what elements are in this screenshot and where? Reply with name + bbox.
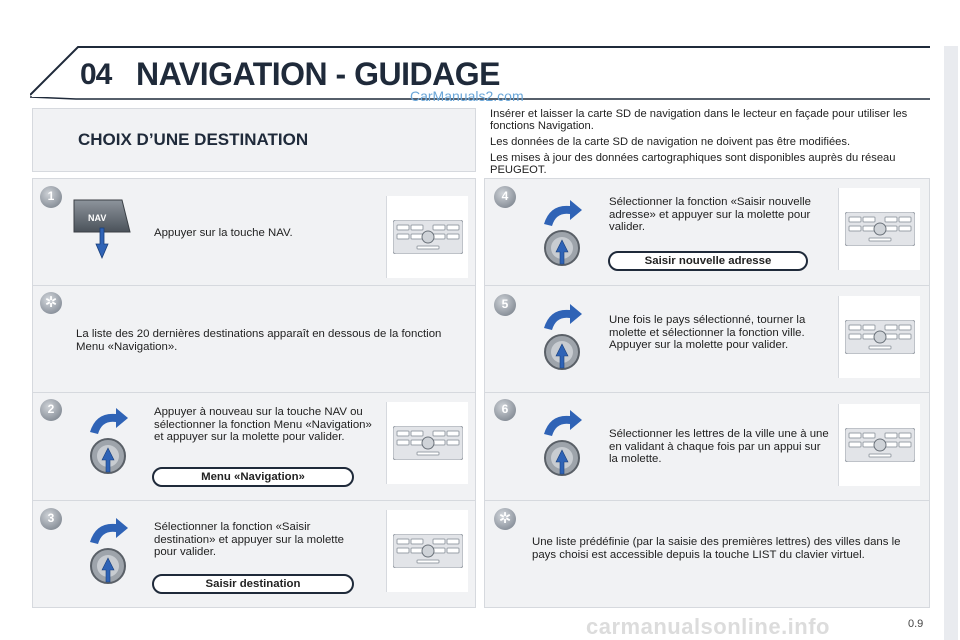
info-tip-icon: ✲ [40,292,62,314]
saisir-nouvelle-adresse-label: Saisir nouvelle adresse [608,251,808,271]
tip-1-text: La liste des 20 dernières destinations apparaît en dessous de la fonction Menu «Navigation». [76,328,442,353]
turn-arrow-icon [534,196,590,266]
info-tip-icon: ✲ [494,508,516,530]
saisir-destination-label: Saisir destination [152,574,354,594]
step-4-badge: 4 [494,186,516,208]
svg-text:NAV: NAV [88,213,107,223]
step-6-badge: 6 [494,399,516,421]
chapter-title: NAVIGATION - GUIDAGE [136,56,500,92]
step-3-badge: 3 [40,508,62,530]
turn-arrow-icon [80,404,136,474]
step-2-badge: 2 [40,399,62,421]
step-5-text: Une fois le pays sélectionné, tourner la molette et sélectionner la fonction ville. Appuyer sur la molette pour valider. [609,314,806,351]
divider [485,500,929,501]
step-3-thumbnail [386,510,468,592]
step-4-thumbnail [838,188,920,270]
intro-line: Les mises à jour des données cartographiques sont disponibles auprès du réseau PEUGEOT. [490,152,896,176]
step-6-text: Sélectionner les lettres de la ville une à une en validant à chaque fois par un appui sur la molette. [609,428,829,465]
turn-arrow-icon [534,300,590,370]
watermark-bottom: carmanualsonline.info [586,614,830,639]
intro-line: Les données de la carte SD de navigation ne doivent pas être modifiées. [490,136,851,148]
step-2-text: Appuyer à nouveau sur la touche NAV ou sélectionner la fonction Menu «Navigation» et appuyer sur la molette pour valider. [154,406,372,443]
page-number: 0.9 [908,618,924,630]
turn-arrow-icon [80,514,136,584]
divider [485,392,929,393]
divider [33,500,475,501]
section-title: CHOIX D’UNE DESTINATION [78,130,309,149]
intro-text [490,108,930,180]
divider [485,285,929,286]
step-1-thumbnail [386,196,468,278]
step-4-text: Sélectionner la fonction «Saisir nouvelle adresse» et appuyer sur la molette pour valider. [609,196,811,233]
step-3-text: Sélectionner la fonction «Saisir destination» et appuyer sur la molette pour valider. [154,521,344,558]
step-5-thumbnail [838,296,920,378]
turn-arrow-icon [534,406,590,476]
step-5-badge: 5 [494,294,516,316]
step-6-thumbnail [838,404,920,486]
tip-2-text: Une liste prédéfinie (par la saisie des premières lettres) des villes dans le pays choisi est accessible depuis la touche LIST du clavier virtuel. [532,536,901,561]
divider [33,392,475,393]
chapter-number: 04 [80,58,112,91]
nav-key-icon [70,198,134,260]
step-1-badge: 1 [40,186,62,208]
intro-line: Insérer et laisser la carte SD de navigation dans le lecteur en façade pour utiliser les fonctions Navigation. [490,108,908,132]
margin-rule [944,46,958,640]
step-2-thumbnail [386,402,468,484]
watermark-top: CarManuals2.com [410,88,524,104]
menu-navigation-label: Menu «Navigation» [152,467,354,487]
step-1-text: Appuyer sur la touche NAV. [154,227,293,239]
divider [33,285,475,286]
